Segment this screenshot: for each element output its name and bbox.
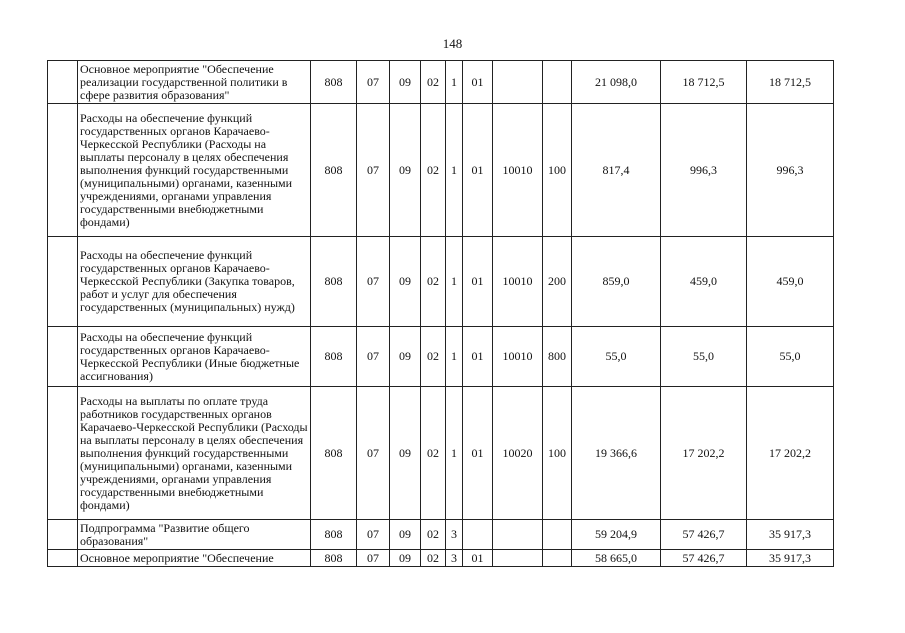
subsection-code: 09 bbox=[390, 61, 421, 104]
amount-year-1: 21 098,0 bbox=[572, 61, 661, 104]
subprogram-code: 1 bbox=[446, 237, 463, 327]
direction-code bbox=[493, 550, 543, 567]
program-code: 02 bbox=[421, 327, 446, 387]
row-name: Основное мероприятие "Обеспечение реализации государственной политики в сфере развития образования" bbox=[78, 61, 311, 104]
amount-year-1: 19 366,6 bbox=[572, 387, 661, 520]
amount-year-2: 18 712,5 bbox=[661, 61, 747, 104]
section-code: 07 bbox=[357, 61, 390, 104]
program-code: 02 bbox=[421, 61, 446, 104]
amount-year-2: 459,0 bbox=[661, 237, 747, 327]
blank-cell bbox=[48, 61, 78, 104]
program-code: 02 bbox=[421, 237, 446, 327]
expense-type-code bbox=[543, 520, 572, 550]
subsection-code: 09 bbox=[390, 237, 421, 327]
direction-code: 10010 bbox=[493, 237, 543, 327]
amount-year-1: 859,0 bbox=[572, 237, 661, 327]
program-code: 02 bbox=[421, 387, 446, 520]
subsection-code: 09 bbox=[390, 104, 421, 237]
subprogram-code: 1 bbox=[446, 61, 463, 104]
row-name: Расходы на выплаты по оплате труда работников государственных органов Карачаево-Черкесской Республики (Расходы на выплаты персоналу в целях обеспечения выполнения функций государственными (муниципальными) органами, казенными учреждениями, органами управления государственными внебюджетными фондами) bbox=[78, 387, 311, 520]
subprogram-code: 3 bbox=[446, 520, 463, 550]
table-row bbox=[48, 327, 834, 387]
expense-type-code bbox=[543, 550, 572, 567]
direction-code bbox=[493, 520, 543, 550]
expense-type-code: 100 bbox=[543, 387, 572, 520]
amount-year-2: 55,0 bbox=[661, 327, 747, 387]
amount-year-2: 17 202,2 bbox=[661, 387, 747, 520]
row-name: Расходы на обеспечение функций государственных органов Карачаево-Черкесской Республики (Иные бюджетные ассигнования) bbox=[78, 327, 311, 387]
subsection-code: 09 bbox=[390, 327, 421, 387]
expense-type-code: 100 bbox=[543, 104, 572, 237]
section-code: 07 bbox=[357, 327, 390, 387]
ved-code: 808 bbox=[311, 104, 357, 237]
amount-year-1: 817,4 bbox=[572, 104, 661, 237]
program-code: 02 bbox=[421, 550, 446, 567]
blank-cell bbox=[48, 104, 78, 237]
table-row bbox=[48, 104, 834, 237]
section-code: 07 bbox=[357, 104, 390, 237]
row-name: Основное мероприятие "Обеспечение bbox=[78, 550, 311, 567]
measure-code bbox=[463, 520, 493, 550]
measure-code: 01 bbox=[463, 327, 493, 387]
table-row bbox=[48, 237, 834, 327]
ved-code: 808 bbox=[311, 550, 357, 567]
subprogram-code: 1 bbox=[446, 387, 463, 520]
amount-year-3: 17 202,2 bbox=[747, 387, 834, 520]
table-row bbox=[48, 61, 834, 104]
row-name: Расходы на обеспечение функций государственных органов Карачаево-Черкесской Республики (Закупка товаров, работ и услуг для обеспечения государственных (муниципальных) нужд) bbox=[78, 237, 311, 327]
section-code: 07 bbox=[357, 237, 390, 327]
blank-cell bbox=[48, 520, 78, 550]
amount-year-3: 35 917,3 bbox=[747, 520, 834, 550]
ved-code: 808 bbox=[311, 327, 357, 387]
row-name: Подпрограмма "Развитие общего образования" bbox=[78, 520, 311, 550]
amount-year-2: 57 426,7 bbox=[661, 550, 747, 567]
direction-code: 10010 bbox=[493, 327, 543, 387]
blank-cell bbox=[48, 327, 78, 387]
page-number: 148 bbox=[442, 36, 463, 51]
subprogram-code: 1 bbox=[446, 104, 463, 237]
ved-code: 808 bbox=[311, 520, 357, 550]
subsection-code: 09 bbox=[390, 387, 421, 520]
amount-year-3: 35 917,3 bbox=[747, 550, 834, 567]
amount-year-3: 996,3 bbox=[747, 104, 834, 237]
amount-year-3: 18 712,5 bbox=[747, 61, 834, 104]
amount-year-1: 55,0 bbox=[572, 327, 661, 387]
measure-code: 01 bbox=[463, 387, 493, 520]
program-code: 02 bbox=[421, 104, 446, 237]
table-row bbox=[48, 387, 834, 520]
amount-year-2: 57 426,7 bbox=[661, 520, 747, 550]
ved-code: 808 bbox=[311, 387, 357, 520]
amount-year-3: 55,0 bbox=[747, 327, 834, 387]
program-code: 02 bbox=[421, 520, 446, 550]
subsection-code: 09 bbox=[390, 550, 421, 567]
row-name: Расходы на обеспечение функций государственных органов Карачаево-Черкесской Республики (Расходы на выплаты персоналу в целях обеспечения выполнения функций государственными (муниципальными) органами, казенными учреждениями, органами управления государственными внебюджетными фондами) bbox=[78, 104, 311, 237]
amount-year-1: 58 665,0 bbox=[572, 550, 661, 567]
direction-code bbox=[493, 61, 543, 104]
expense-type-code: 800 bbox=[543, 327, 572, 387]
expense-type-code: 200 bbox=[543, 237, 572, 327]
ved-code: 808 bbox=[311, 61, 357, 104]
blank-cell bbox=[48, 237, 78, 327]
direction-code: 10020 bbox=[493, 387, 543, 520]
direction-code: 10010 bbox=[493, 104, 543, 237]
measure-code: 01 bbox=[463, 61, 493, 104]
expense-type-code bbox=[543, 61, 572, 104]
amount-year-3: 459,0 bbox=[747, 237, 834, 327]
amount-year-2: 996,3 bbox=[661, 104, 747, 237]
blank-cell bbox=[48, 550, 78, 567]
measure-code: 01 bbox=[463, 237, 493, 327]
section-code: 07 bbox=[357, 387, 390, 520]
amount-year-1: 59 204,9 bbox=[572, 520, 661, 550]
table-row bbox=[48, 550, 834, 567]
section-code: 07 bbox=[357, 550, 390, 567]
section-code: 07 bbox=[357, 520, 390, 550]
table-row bbox=[48, 520, 834, 550]
budget-table bbox=[47, 60, 834, 567]
blank-cell bbox=[48, 387, 78, 520]
subprogram-code: 1 bbox=[446, 327, 463, 387]
measure-code: 01 bbox=[463, 550, 493, 567]
subsection-code: 09 bbox=[390, 520, 421, 550]
ved-code: 808 bbox=[311, 237, 357, 327]
measure-code: 01 bbox=[463, 104, 493, 237]
subprogram-code: 3 bbox=[446, 550, 463, 567]
